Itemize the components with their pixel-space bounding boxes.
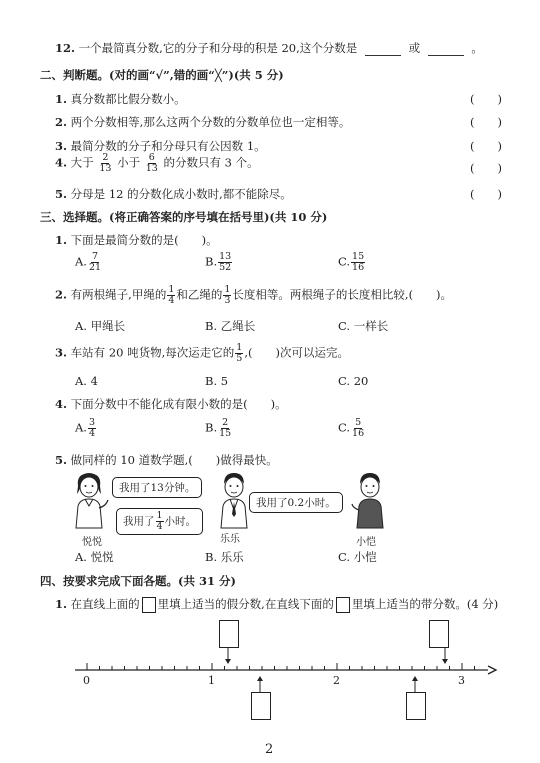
fraction-numerator: 1 — [236, 342, 243, 353]
s2-answer-paren-4[interactable]: ( ) — [470, 161, 502, 175]
s3-q5-option-a[interactable]: A. 悦悦 — [75, 550, 114, 564]
fraction-numerator: 1 — [156, 510, 163, 521]
fraction — [218, 252, 232, 273]
s3-q-text: 长度相等。两根绳子的长度相比较,( )。 — [232, 287, 453, 302]
s2-item-4 — [55, 153, 259, 174]
s2-item-text: 小于 — [117, 155, 141, 170]
s3-q1 — [55, 232, 218, 248]
s3-q-text: 和乙绳的 — [176, 287, 223, 302]
fraction-denominator: 13 — [99, 163, 112, 174]
fraction — [145, 153, 159, 174]
s3-q3-option-b[interactable]: B. 5 — [205, 374, 229, 388]
s2-item-num: 4. — [55, 155, 68, 170]
fraction-denominator: 4 — [88, 428, 96, 439]
s3-q2-option-c[interactable]: C. 一样长 — [338, 319, 389, 333]
fraction — [88, 252, 102, 273]
s3-q3-option-a[interactable]: A. 4 — [75, 374, 98, 388]
name-label-yueyue: 悦悦 — [82, 537, 102, 548]
s3-q4 — [55, 396, 287, 412]
answer-box-above-1[interactable] — [219, 620, 239, 648]
tick-label-1: 1 — [208, 674, 215, 687]
tick-label-2: 2 — [333, 674, 340, 687]
s3-q-text: 下面分数中不能化成有限小数的是( )。 — [70, 397, 287, 411]
section2-title: 二、判断题。(对的画“√”,错的画“╳”)(共 5 分) — [40, 68, 284, 82]
s3-q2-option-b[interactable]: B. 乙绳长 — [205, 319, 256, 333]
fraction-numerator: 7 — [91, 251, 99, 262]
s3-q-text: 车站有 20 吨货物,每次运走它的 — [70, 345, 235, 360]
s3-q1-option-b[interactable] — [205, 252, 233, 273]
fraction-denominator: 16 — [352, 428, 365, 439]
s2-item-2 — [55, 114, 350, 130]
s4-q-text: 里填上适当的假分数,在直线下面的 — [157, 597, 334, 611]
fraction-denominator: 13 — [145, 163, 158, 174]
s3-q-num: 3. — [55, 345, 68, 360]
fraction-numerator: 5 — [355, 417, 362, 428]
s3-q-text: ,( )次可以运完。 — [244, 345, 349, 360]
box-symbol — [142, 597, 156, 613]
fraction — [167, 285, 175, 306]
option-label: C. — [338, 254, 351, 269]
bubble-text: 我用了 — [123, 515, 155, 528]
option-label: A. — [75, 254, 87, 269]
s2-item-1 — [55, 91, 186, 107]
q12-end: 。 — [471, 41, 483, 55]
fraction-denominator: 5 — [236, 353, 243, 364]
tick-label-3: 3 — [458, 674, 465, 687]
s4-q1 — [55, 596, 498, 613]
fraction — [218, 418, 232, 439]
s3-q5 — [55, 452, 278, 468]
option-label: C. — [338, 420, 351, 435]
fraction-numerator: 13 — [219, 251, 232, 262]
s2-answer-paren-2[interactable]: ( ) — [470, 115, 502, 129]
s3-q-num: 4. — [55, 397, 68, 411]
fraction-numerator: 2 — [222, 417, 229, 428]
tick-label-0: 0 — [83, 674, 90, 687]
s3-q3 — [55, 343, 349, 364]
s2-item-text: 大于 — [70, 155, 94, 170]
s2-item-text: 两个分数相等,那么这两个分数的分数单位也一定相等。 — [70, 115, 351, 129]
bubble-text: 小时。 — [164, 515, 197, 528]
fraction — [351, 252, 365, 273]
section4-title: 四、按要求完成下面各题。(共 31 分) — [40, 574, 236, 588]
s3-q4-option-a[interactable] — [75, 418, 97, 439]
answer-box-below-1[interactable] — [251, 692, 271, 720]
s2-item-text: 最简分数的分子和分母只有公因数 1。 — [70, 139, 266, 153]
speech-bubble-lele — [116, 508, 203, 535]
s3-q5-option-c[interactable]: C. 小恺 — [338, 550, 377, 564]
s2-item-text: 真分数都比假分数小。 — [70, 92, 186, 106]
option-label: A. — [75, 420, 87, 435]
answer-box-below-2[interactable] — [406, 692, 426, 720]
s2-answer-paren-5[interactable]: ( ) — [470, 187, 502, 201]
s3-q-num: 2. — [55, 287, 68, 302]
s3-q4-option-c[interactable] — [338, 418, 366, 439]
fraction — [351, 418, 365, 439]
s2-item-num: 2. — [55, 115, 68, 129]
name-label-xiaokai: 小恺 — [356, 537, 376, 548]
fraction-denominator: 3 — [224, 295, 231, 306]
fraction — [235, 343, 243, 364]
s4-q-text: 在直线上面的 — [70, 597, 140, 611]
fraction-numerator: 1 — [168, 284, 175, 295]
box-symbol — [336, 597, 350, 613]
s3-q-num: 5. — [55, 453, 68, 467]
s3-q1-option-a[interactable] — [75, 252, 103, 273]
s2-item-num: 3. — [55, 139, 68, 153]
s3-q5-option-b[interactable]: B. 乐乐 — [205, 550, 244, 564]
q12-number: 12. — [55, 41, 76, 55]
fraction — [223, 285, 231, 306]
fraction — [98, 153, 112, 174]
fraction — [156, 511, 164, 532]
girl-figure-icon — [68, 470, 110, 530]
s2-item-text: 的分数只有 3 个。 — [163, 155, 259, 170]
fraction-denominator: 15 — [219, 428, 232, 439]
q12-or: 或 — [408, 41, 421, 55]
s2-answer-paren-1[interactable]: ( ) — [470, 92, 502, 106]
page-number: 2 — [265, 742, 274, 757]
s2-item-5 — [55, 186, 292, 202]
boy-figure-icon — [350, 470, 390, 530]
fraction-denominator: 21 — [88, 262, 102, 273]
fraction-numerator: 15 — [352, 251, 365, 262]
fraction-numerator: 6 — [148, 152, 155, 163]
s4-q-num: 1. — [55, 597, 68, 611]
s3-q-text: 有两根绳子,甲绳的 — [70, 287, 167, 302]
q12 — [55, 40, 483, 56]
s2-answer-paren-3[interactable]: ( ) — [470, 139, 502, 153]
s2-item-num: 5. — [55, 187, 68, 201]
fraction-denominator: 4 — [156, 521, 163, 532]
s3-q2 — [55, 285, 452, 306]
s3-q2-option-a[interactable]: A. 甲绳长 — [75, 319, 126, 333]
option-label: B. — [205, 420, 218, 435]
s2-item-3 — [55, 138, 266, 154]
speech-bubble-yueyue: 我用了13分钟。 — [112, 477, 202, 498]
s3-q-num: 1. — [55, 233, 68, 247]
answer-box-above-2[interactable] — [429, 620, 449, 648]
fraction-numerator: 2 — [102, 152, 109, 163]
q12-blank-1[interactable] — [365, 43, 401, 56]
fraction-denominator: 4 — [168, 295, 175, 306]
s3-q4-option-b[interactable] — [205, 418, 233, 439]
fraction — [88, 418, 96, 439]
fraction-numerator: 3 — [88, 417, 96, 428]
s2-item-text: 分母是 12 的分数化成小数时,都不能除尽。 — [70, 187, 292, 201]
fraction-numerator: 1 — [224, 284, 231, 295]
s3-q-text: 做同样的 10 道数学题,( )做得最快。 — [70, 453, 278, 467]
q12-blank-2[interactable] — [428, 43, 464, 56]
fraction-denominator: 16 — [352, 262, 365, 273]
q12-text: 一个最简真分数,它的分子和分母的积是 20,这个分数是 — [78, 41, 358, 55]
s2-item-num: 1. — [55, 92, 68, 106]
option-label: B. — [205, 254, 218, 269]
s4-q-text: 里填上适当的带分数。(4 分) — [351, 597, 499, 611]
s3-q1-option-c[interactable] — [338, 252, 366, 273]
s3-q3-option-c[interactable]: C. 20 — [338, 374, 369, 388]
section3-title: 三、选择题。(将正确答案的序号填在括号里)(共 10 分) — [40, 210, 328, 224]
speech-bubble-xiaokai: 我用了0.2小时。 — [249, 492, 343, 513]
s3-q-text: 下面是最简分数的是( )。 — [70, 233, 218, 247]
name-label-lele: 乐乐 — [220, 534, 240, 545]
fraction-denominator: 52 — [219, 262, 232, 273]
